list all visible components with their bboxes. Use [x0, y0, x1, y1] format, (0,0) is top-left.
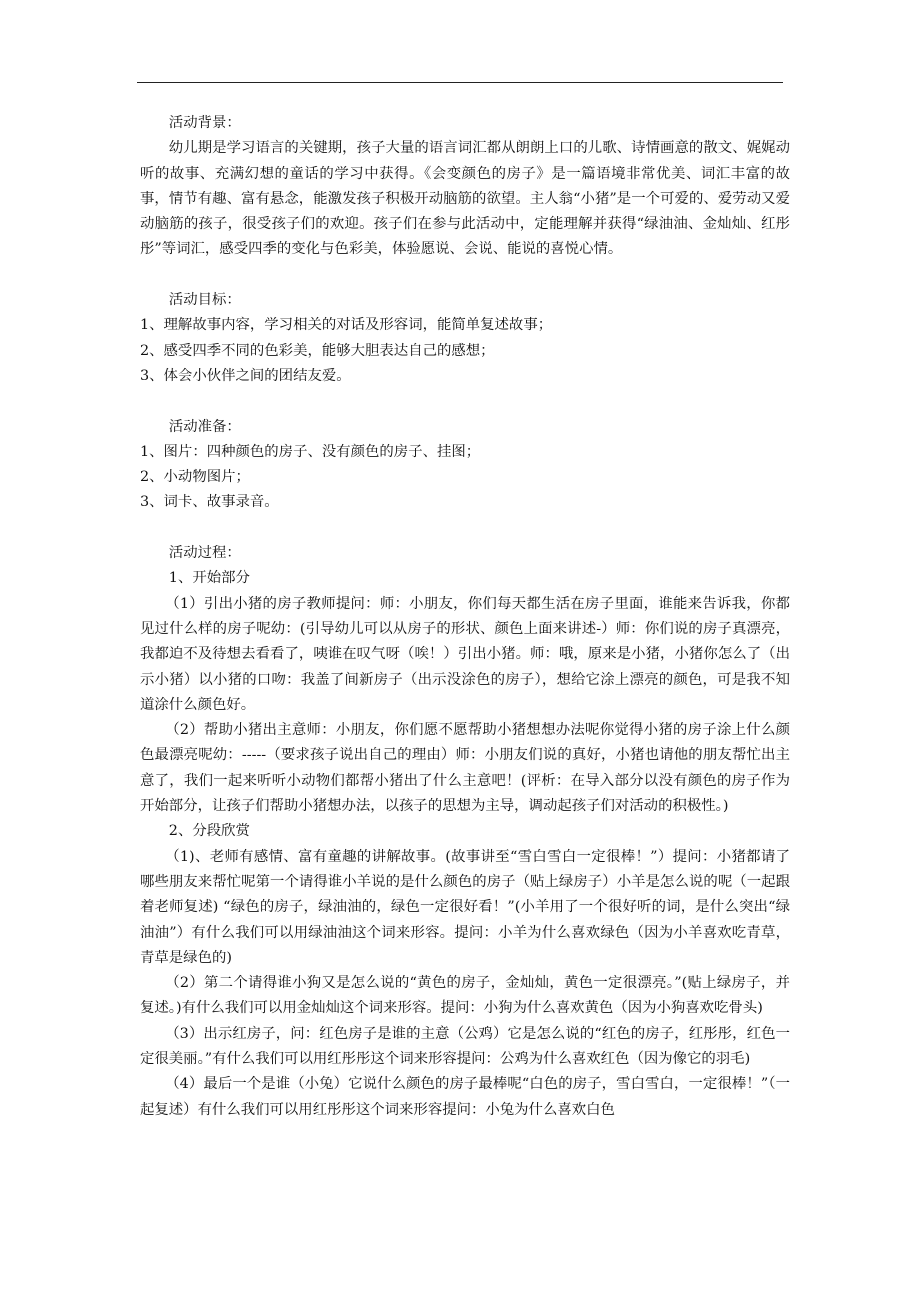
prep-item: 1、图片：四种颜色的房子、没有颜色的房子、挂图；: [140, 443, 481, 460]
process-paragraph: （1)、老师有感情、富有童趣的讲解故事。(故事讲至“雪白雪白一定很棒！”）提问：小猪都请了哪些朋友来帮忙呢第一个请得谁小羊说的是什么颜色的房子（贴上绿房子）小羊是怎么说的呢（一起跟着老师复述) “绿色的房子，绿油油的，绿色一定很好看！”(小羊用了一个很好听的词，是什么突出“绿油油”）有什么我们可以用绿油油这个词来形容。提问：小羊为什么喜欢绿色（因为小羊喜欢吃青草，青草是绿色的): [140, 848, 790, 966]
prep-item: 3、词卡、故事录音。: [140, 494, 279, 511]
section-gap: [140, 516, 790, 541]
section-gap: [140, 263, 790, 288]
prep-heading: 活动准备：: [168, 418, 241, 435]
process-heading: 活动过程：: [168, 545, 241, 562]
prep-item: 2、小动物图片；: [140, 469, 250, 486]
goal-item: 3、体会小伙伴之间的团结友爱。: [140, 367, 351, 384]
process-part-title: 1、开始部分: [168, 570, 250, 587]
process-part-title: 2、分段欣赏: [168, 823, 250, 840]
section-gap: [140, 389, 790, 414]
process-paragraph: （2）第二个请得谁小狗又是怎么说的“黄色的房子，金灿灿，黄色一定很漂亮。”(贴上绿房子，并复述。)有什么我们可以用金灿灿这个词来形容。提问：小狗为什么喜欢黄色（因为小狗喜欢吃骨头): [140, 975, 790, 1017]
process-paragraph: （4）最后一个是谁（小兔）它说什么颜色的房子最棒呢“白色的房子，雪白雪白，一定很棒！”（一起复述）有什么我们可以用红彤彤这个词来形容提问：小兔为什么喜欢白色: [140, 1076, 790, 1118]
process-paragraph: （1）引出小猪的房子教师提问：师：小朋友，你们每天都生活在房子里面，谁能来告诉我，你都见过什么样的房子呢幼：(引导幼儿可以从房子的形状、颜色上面来讲述-）师：你们说的房子真漂亮，我都迫不及待想去看看了，咦谁在叹气呀（唉！）引出小猪。师：哦，原来是小猪，小猪你怎么了（出示小猪）以小猪的口吻：我盖了间新房子（出示没涂色的房子），想给它涂上漂亮的颜色，可是我不知道涂什么颜色好。: [140, 595, 790, 713]
goal-item: 2、感受四季不同的色彩美，能够大胆表达自己的感想；: [140, 342, 495, 359]
goal-item: 1、理解故事内容，学习相关的对话及形容词，能简单复述故事；: [140, 317, 553, 334]
document-body: [140, 111, 790, 1123]
header-rule: [137, 82, 783, 83]
process-paragraph: （2）帮助小猪出主意师：小朋友，你们愿不愿帮助小猪想想办法呢你觉得小猪的房子涂上什么颜色最漂亮呢幼：-----（要求孩子说出自己的理由）师：小朋友们说的真好，小猪也请他的朋友帮忙出主意了，我们一起来听听小动物们都帮小猪出了什么主意吧！(评析：在导入部分以没有颜色的房子作为开始部分，让孩子们帮助小猪想办法，以孩子的思想为主导，调动起孩子们对活动的积极性。): [140, 722, 790, 815]
goals-heading: 活动目标：: [168, 292, 241, 309]
process-paragraph: （3）出示红房子，问：红色房子是谁的主意（公鸡）它是怎么说的“红色的房子，红彤彤，红色一定很美丽。”有什么我们可以用红彤彤这个词来形容提问：公鸡为什么喜欢红色（因为像它的羽毛): [140, 1025, 790, 1067]
background-paragraph: 幼儿期是学习语言的关键期，孩子大量的语言词汇都从朗朗上口的儿歌、诗情画意的散文、娓娓动听的故事、充满幻想的童话的学习中获得。《会变颜色的房子》是一篇语境非常优美、词汇丰富的故事，情节有趣、富有悬念，能激发孩子积极开动脑筋的欲望。主人翁“小猪”是一个可爱的、爱劳动又爱动脑筋的孩子，很受孩子们的欢迎。孩子们在参与此活动中，定能理解并获得“绿油油、金灿灿、红彤彤”等词汇，感受四季的变化与色彩美，体验愿说、会说、能说的喜悦心情。: [140, 140, 790, 258]
background-heading: 活动背景：: [168, 115, 241, 131]
